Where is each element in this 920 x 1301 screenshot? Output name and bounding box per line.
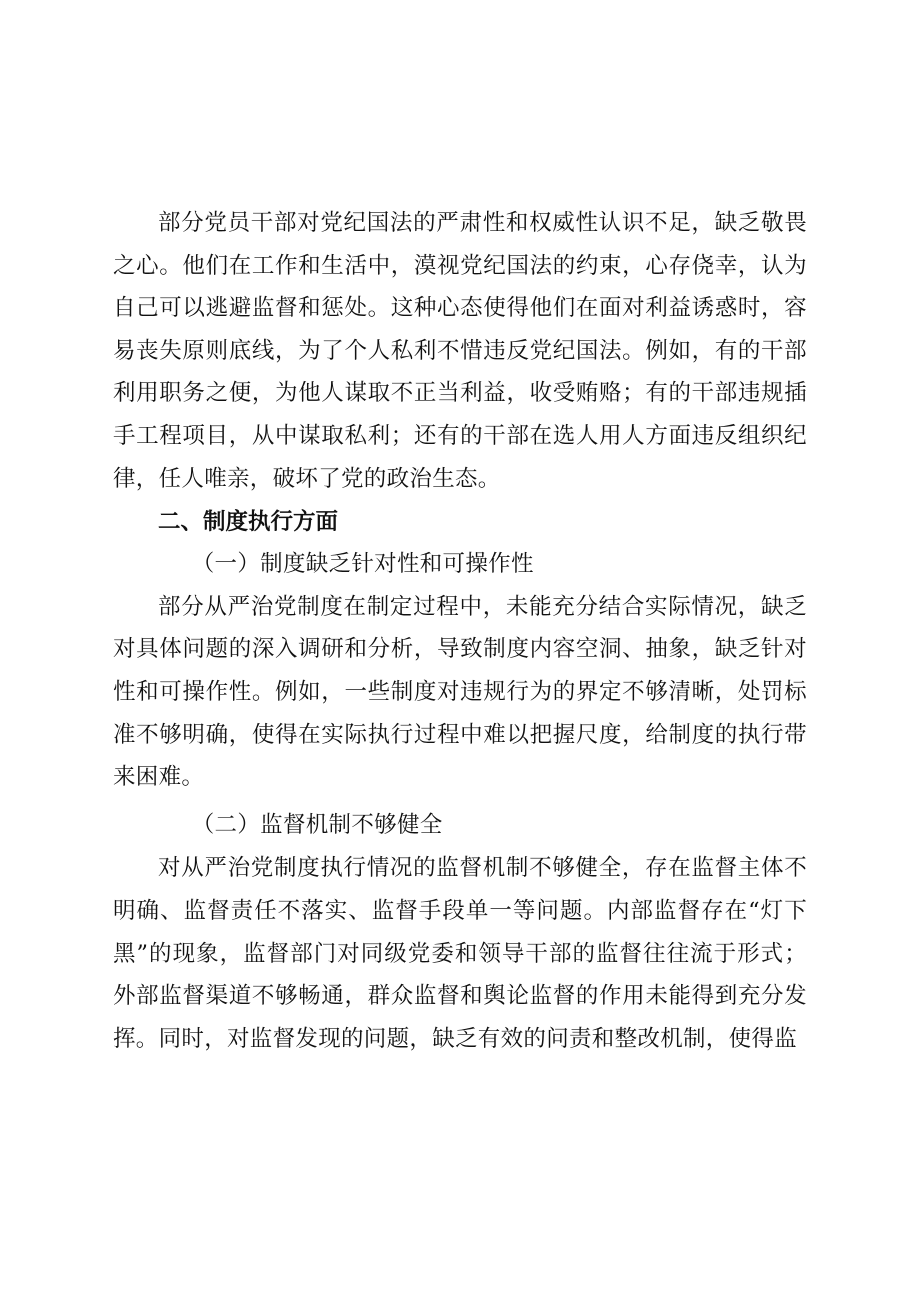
document-body bbox=[113, 202, 807, 1060]
section-heading: 二、制度执行方面 bbox=[158, 509, 339, 536]
body-paragraph-3: 对从严治党制度执行情况的监督机制不够健全，存在监督主体不明确、监督责任不落实、监督手段单一等问题。内部监督存在“灯下黑”的现象，监督部门对同级党委和领导干部的监督往往流于形式；外部监督渠道不够畅通，群众监督和舆论监督的作用未能得到充分发挥。同时，对监督发现的问题，缺乏有效的问责和整改机制，使得监 bbox=[113, 855, 807, 1052]
body-paragraph-2: 部分从严治党制度在制定过程中，未能充分结合实际情况，缺乏对具体问题的深入调研和分析，导致制度内容空洞、抽象，缺乏针对性和可操作性。例如，一些制度对违规行为的界定不够清晰，处罚标准不够明确，使得在实际执行过程中难以把握尺度，给制度的执行带来困难。 bbox=[113, 593, 807, 791]
body-paragraph-1: 部分党员干部对党纪国法的严肃性和权威性认识不足，缺乏敬畏之心。他们在工作和生活中，漠视党纪国法的约束，心存侥幸，认为自己可以逃避监督和惩处。这种心态使得他们在面对利益诱惑时，容易丧失原则底线，为了个人私利不惜违反党纪国法。例如，有的干部利用职务之便，为他人谋取不正当利益，收受贿赂；有的干部违规插手工程项目，从中谋取私利；还有的干部在选人用人方面违反组织纪律，任人唯亲，破坏了党的政治生态。 bbox=[113, 210, 807, 492]
subsection-1-title: （一）制度缺乏针对性和可操作性 bbox=[191, 551, 534, 578]
subsection-2-title: （二）监督机制不够健全 bbox=[191, 811, 443, 838]
